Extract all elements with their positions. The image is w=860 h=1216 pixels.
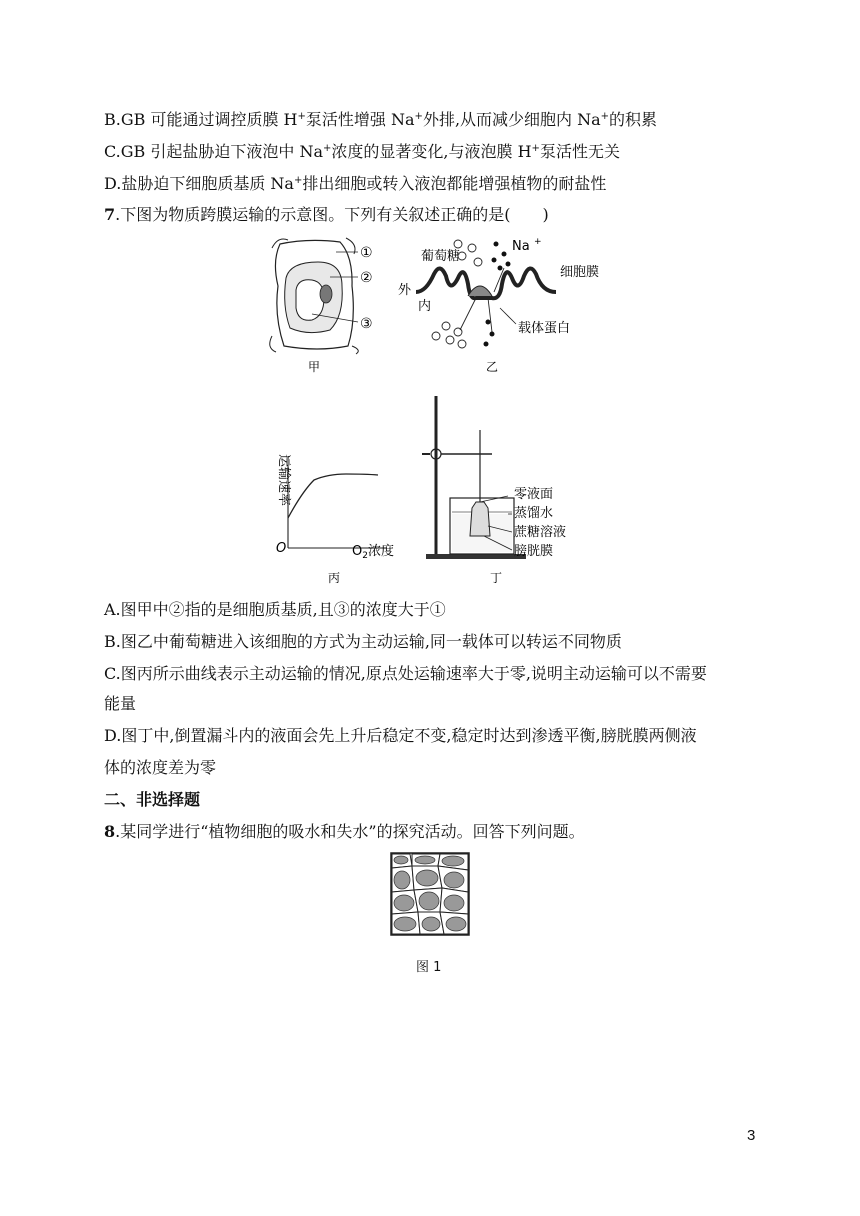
yi-glucose-label: 葡萄糖 [421,249,461,264]
yi-sodium-ions-inside [484,320,495,347]
yi-membrane-label: 细胞膜 [560,265,600,280]
figure-1-caption: 图 1 [416,960,442,975]
yi-outside-label: 外 [398,283,412,298]
ding-label-2: 蒸馏水 [514,506,554,521]
ding-label-1: 零液面 [514,487,554,502]
q7-option-c-line2: 能量 [104,694,137,713]
q7-option-d-line2: 体的浓度差为零 [104,758,217,777]
q8-stem: 8.某同学进行“植物细胞的吸水和失水”的探究活动。回答下列问题。 [104,822,585,841]
figure-1-cells [390,852,470,936]
yi-na-label: Na [512,239,530,254]
jia-label-3: ③ [360,316,373,332]
q7-option-d-line1: D.图丁中,倒置漏斗内的液面会先上升后稳定不变,稳定时达到渗透平衡,膀胱膜两侧液 [104,726,697,745]
ding-label-3: 蔗糖溶液 [514,525,567,540]
figure-bing [266,448,406,588]
jia-label-1: ① [360,245,373,261]
page-number: 3 [747,1127,756,1144]
figure-jia [268,236,383,386]
bing-caption: 丙 [328,571,341,585]
q6-option-c: C.GB 引起盐胁迫下液泡中 Na+浓度的显著变化,与液泡膜 H+泵活性无关 [104,142,620,161]
ding-label-4: 膀胱膜 [514,544,554,559]
q6-option-d: D.盐胁迫下细胞质基质 Na+排出细胞或转入液泡都能增强植物的耐盐性 [104,174,607,193]
yi-carrier-label: 载体蛋白 [518,321,571,336]
yi-caption: 乙 [486,360,499,374]
section-heading-nonchoice: 二、非选择题 [104,790,201,809]
yi-sodium-ions-outside [492,242,511,271]
bing-ylabel: 运输速率 [276,454,291,507]
bing-origin: O [276,541,287,556]
bing-xlabel: $O_2$浓度 [352,544,394,561]
q7-option-c-line1: C.图丙所示曲线表示主动运输的情况,原点处运输速率大于零,说明主动运输可以不需要 [104,664,707,683]
ding-caption: 丁 [490,571,503,585]
yi-glucose-molecules-inside [432,322,466,348]
q7-option-a: A.图甲中②指的是细胞质基质,且③的浓度大于① [104,600,446,619]
q6-option-b: B.GB 可能通过调控质膜 H+泵活性增强 Na+外排,从而减少细胞内 Na+的积累 [104,110,658,129]
yi-na-superscript: + [534,237,542,247]
figure-ding [422,390,622,588]
yi-inside-label: 内 [418,299,432,314]
q7-stem: 7.下图为物质跨膜运输的示意图。下列有关叙述正确的是( ) [104,205,549,224]
jia-caption: 甲 [308,360,321,374]
q7-option-b: B.图乙中葡萄糖进入该细胞的方式为主动运输,同一载体可以转运不同物质 [104,632,622,651]
figure-yi [396,236,606,386]
jia-label-2: ② [360,270,373,286]
